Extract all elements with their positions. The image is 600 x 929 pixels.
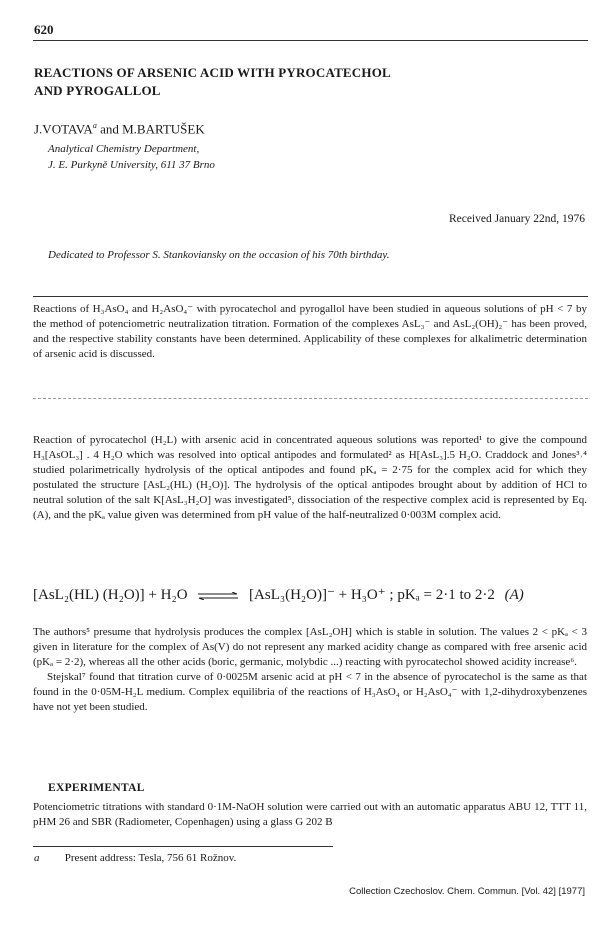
author-and: and (100, 121, 119, 137)
body-paragraphs-2-3 (33, 625, 587, 715)
author-1: J.VOTAVA (34, 121, 93, 137)
equation-a (33, 585, 587, 604)
journal-footer: Collection Czechoslov. Chem. Commun. [Vol. 42] [1977] (349, 886, 585, 897)
body-paragraph-4: Potenciometric titrations with standard 0·1M-NaOH solution were carried out with an automatic apparatus ABU 12, TTT 11, pHM 26 and SBR (Radiometer, Copenhagen) using a glass G 202 B (33, 801, 587, 828)
body-paragraph-3: Stejskal⁷ found that titration curve of 0·0025M arsenic acid at pH < 7 in the absence of pyrocatechol is the same as that found in the 0·05M-H₂L medium. Complex equilibria of the reactions of H₃AsO₄ or H₂AsO₄⁻ with 1,2-dihydroxybenzenes have not yet been studied. (33, 671, 587, 713)
article-title (34, 64, 391, 100)
author-2: M.BARTUŠEK (122, 121, 205, 137)
section-heading: EXPERIMENTAL (48, 782, 145, 794)
abstract: Reactions of H₃AsO₄ and H₂AsO₄⁻ with pyrocatechol and pyrogallol have been studied in aqueous solutions of pH < 7 by the method of potenciometric neutralization titration. Formation of the complexes AsL₃⁻ and AsL₂(OH)₂⁻ has been proved, and the respective stability constants have been determined. Applicability of these complexes for alkalimetric determination of arsenic acid is discussed. (33, 303, 587, 360)
abstract-top-rule (33, 296, 588, 297)
body-paragraph-1: Reaction of pyrocatechol (H₂L) with arsenic acid in concentrated aqueous solutions was reported¹ to give the compound H₃[AsOL₃] . 4 H₂O which was resolved into optical antipodes and formulated² as H[AsL₃].5 H₂O. Craddock and Jones³˒⁴ studied polarimetrically hydrolysis of the optical antipodes and found pKₐ = 2·75 for the complex acid for which they postulated the structure [AsL₂(HL) (H₂O)]. The hydrolysis of the optical antipodes brought about by addition of HCl to neutral solution of the salt K[AsL₃H₂O] was investigated⁵, dissociation of the respective complex acid is represented by Eq. (A), and the pKₐ value given was determined from pH value of the half-neutralized 0·003M complex acid. (33, 434, 587, 521)
title-line-1: REACTIONS OF ARSENIC ACID WITH PYROCATECHOL (34, 65, 391, 80)
body-paragraph-2: The authors⁵ presume that hydrolysis produces the complex [AsL₂OH] which is stable in solution. The values 2 < pKₐ < 3 given in literature for the complex of As(V) do not represent any marked acidity change as compared with free arsenic acid (pKₐ = 2·2), whereas all the other acids (boric, germanic, molybdic ...) reacting with pyrocatechol showed acidity increase⁶. (33, 626, 587, 668)
header-rule (33, 40, 588, 41)
affiliation (48, 141, 215, 173)
footnote (34, 852, 236, 864)
abstract-bottom-rule (33, 398, 588, 399)
dedication: Dedicated to Professor S. Stankoviansky on the occasion of his 70th birthday. (48, 249, 390, 261)
title-line-2: AND PYROGALLOL (34, 83, 161, 98)
received-date: Received January 22nd, 1976 (448, 213, 585, 225)
equation-label: (A) (504, 587, 524, 603)
equation-left: [AsL₂(HL) (H₂O)] + H₂O (33, 587, 188, 603)
author-line (34, 121, 205, 137)
footnote-rule (33, 846, 333, 847)
page-number: 620 (34, 22, 54, 37)
author-1-mark: a (92, 121, 97, 130)
affiliation-line-2: J. E. Purkyně University, 611 37 Brno (48, 159, 215, 171)
affiliation-line-1: Analytical Chemistry Department, (48, 143, 200, 155)
footnote-text: Present address: Tesla, 756 61 Rožnov. (64, 852, 237, 864)
equation-right: [AsL₃(H₂O)]⁻ + H₃O⁺ ; pKₐ = 2·1 to 2·2 (249, 587, 495, 603)
equilibrium-arrow-icon (197, 592, 239, 600)
footnote-mark: a (34, 852, 40, 864)
